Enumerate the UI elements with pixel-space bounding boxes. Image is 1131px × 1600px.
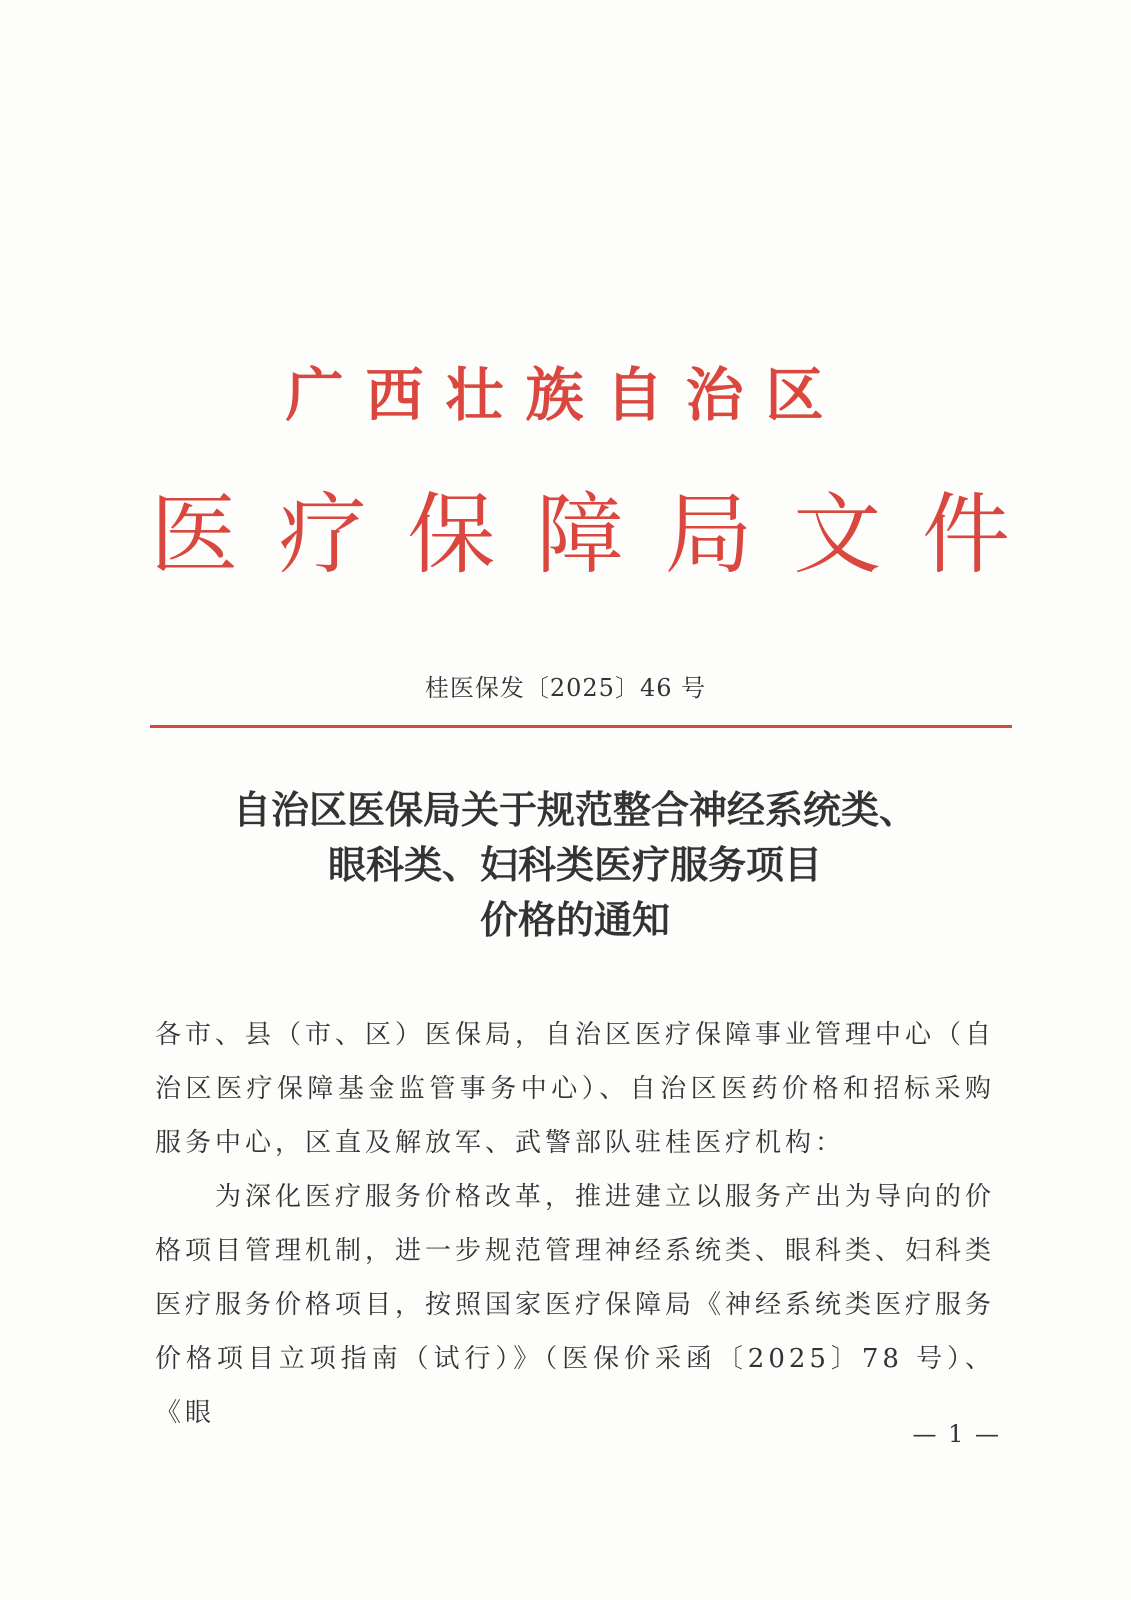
header-char: 疗 xyxy=(278,483,367,586)
document-type-header xyxy=(150,485,1010,585)
document-number: 桂医保发〔2025〕46 号 xyxy=(424,674,707,702)
body-paragraph: 为深化医疗服务价格改革，推进建立以服务产出为导向的价格项目管理机制，进一步规范管理神经系统类、眼科类、妇科类医疗服务价格项目，按照国家医疗保障局《神经系统类医疗服务价格项目立项指南（试行）》（医保价采函〔2025〕78 号）、《眼 xyxy=(155,1182,996,1428)
document-title xyxy=(150,782,1000,947)
page-number: — 1 — xyxy=(912,1420,1001,1448)
title-line: 眼科类、妇科类医疗服务项目 xyxy=(327,842,822,887)
title-line: 自治区医保局关于规范整合神经系统类、 xyxy=(232,787,917,832)
header-char: 障 xyxy=(535,483,624,586)
header-char: 保 xyxy=(407,483,496,586)
addressees-paragraph: 各市、县（市、区）医保局，自治区医疗保障事业管理中心（自治区医疗保障基金监管事务中心）、自治区医药价格和招标采购服务中心，区直及解放军、武警部队驻桂医疗机构： xyxy=(155,1020,996,1158)
header-char: 文 xyxy=(793,483,882,586)
red-divider xyxy=(150,725,1012,728)
header-char: 医 xyxy=(150,483,239,586)
document-body xyxy=(155,1008,995,1440)
issuing-authority: 广西壮族自治区 xyxy=(285,361,846,429)
header-char: 件 xyxy=(921,483,1010,586)
header-char: 局 xyxy=(664,483,753,586)
title-line: 价格的通知 xyxy=(479,897,670,942)
